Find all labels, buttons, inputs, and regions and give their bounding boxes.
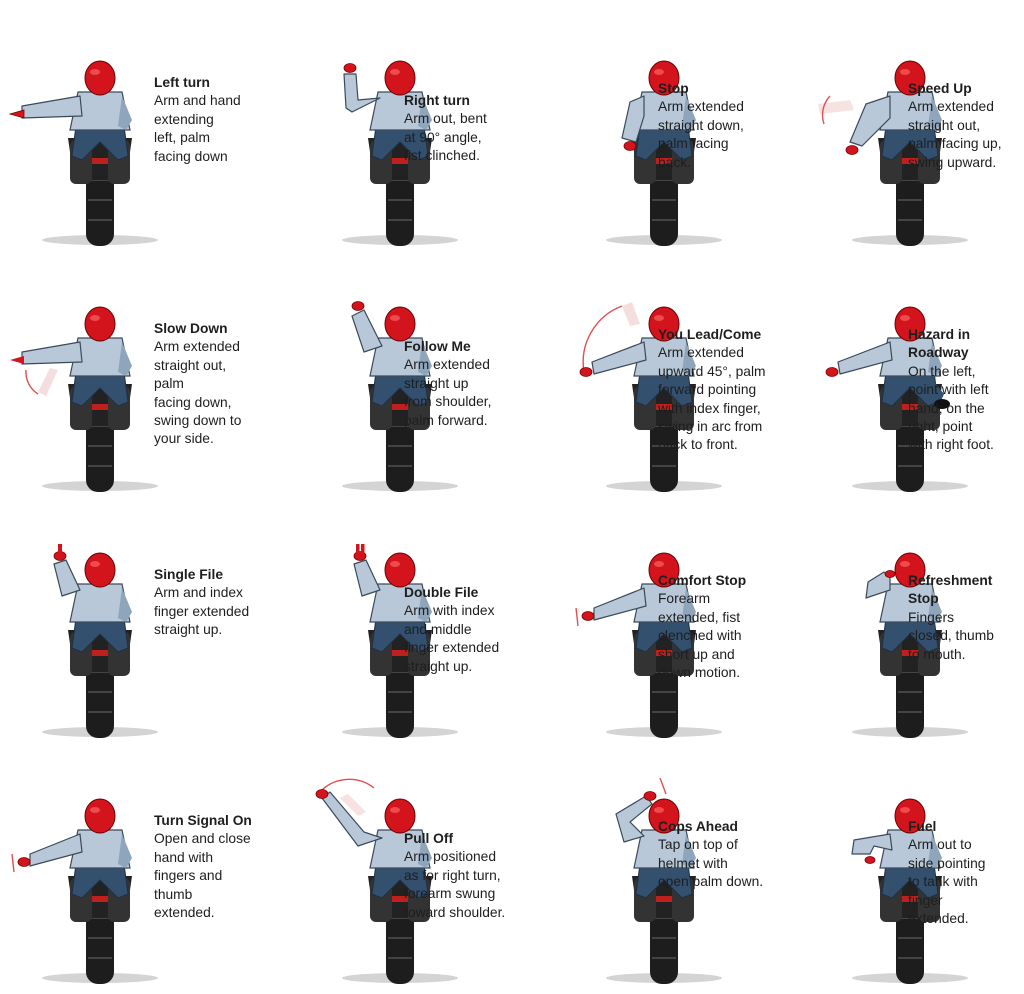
signal-title: Hazard in Roadway (908, 327, 971, 361)
signal-card (768, 492, 1024, 738)
signal-description: Arm extended straight down, palm facing back. (658, 99, 744, 170)
signal-label (154, 566, 249, 640)
signal-label (908, 80, 1002, 172)
signal-label (154, 74, 241, 166)
signal-card (0, 738, 256, 984)
signal-card (512, 246, 768, 492)
signal-title: Speed Up (908, 81, 972, 96)
signal-title: You Lead/Come (658, 327, 762, 342)
signal-card (0, 0, 256, 246)
signal-description: Open and close hand with fingers and thumb extended. (154, 831, 251, 921)
signal-title: Slow Down (154, 321, 228, 336)
signal-title: Cops Ahead (658, 819, 738, 834)
signal-card (256, 0, 512, 246)
signal-title: Turn Signal On (154, 813, 252, 828)
signal-label (404, 830, 505, 922)
signal-description: Arm extended straight out, palm facing down, swing down to your side. (154, 339, 242, 447)
signal-card (512, 492, 768, 738)
signal-title: Double File (404, 585, 479, 600)
single-file-icon (0, 522, 160, 748)
signal-card (768, 738, 1024, 984)
signal-label (404, 338, 491, 430)
signal-title: Left turn (154, 75, 210, 90)
signal-description: Arm and hand extending left, palm facing down (154, 93, 241, 164)
signal-label (908, 818, 985, 928)
slow-down-icon (0, 276, 160, 502)
signal-description: Arm extended straight up from shoulder, palm forward. (404, 357, 492, 428)
signal-label (154, 812, 256, 922)
signal-card (256, 738, 512, 984)
signal-title: Fuel (908, 819, 937, 834)
signal-title: Follow Me (404, 339, 471, 354)
signal-card (512, 0, 768, 246)
signal-card (768, 0, 1024, 246)
turn-signal-icon (0, 768, 160, 994)
signal-description: Tap on top of helmet with open palm down. (658, 837, 764, 890)
signal-label (154, 320, 256, 449)
signal-description: On the left, point with left hand; on the right, point with right foot. (908, 363, 994, 453)
signal-description: Arm out to side pointing to tank with finger extended. (908, 837, 986, 927)
signal-label (404, 584, 499, 676)
signal-description: Arm and index finger extended straight up. (154, 585, 250, 638)
signal-description: Arm extended upward 45°, palm forward pointing with index finger, swing in arc from back to front. (658, 345, 766, 453)
signal-card (0, 246, 256, 492)
signal-label (658, 572, 746, 682)
signal-description: Arm positioned as for right turn, forearm swung toward shoulder. (404, 849, 506, 920)
signal-label (658, 326, 766, 455)
signal-description: Forearm extended, fist clenched with short up and down motion. (658, 591, 742, 681)
signal-card (256, 492, 512, 738)
signal-description: Arm out, bent at 90° angle, fist clinched. (404, 111, 487, 164)
left-turn-icon (0, 30, 160, 256)
signal-title: Single File (154, 567, 223, 582)
signal-description: Arm extended straight out, palm facing up, swing upward. (908, 99, 1002, 170)
signal-label (658, 80, 744, 172)
signal-title: Stop (658, 81, 689, 96)
signal-description: Fingers closed, thumb to mouth. (908, 609, 994, 662)
signal-label (908, 572, 994, 664)
signal-label (404, 92, 487, 166)
signal-card (768, 246, 1024, 492)
signal-card (512, 738, 768, 984)
signal-title: Refreshment Stop (908, 573, 993, 607)
signal-label (908, 326, 994, 455)
signal-title: Comfort Stop (658, 573, 747, 588)
signal-title: Pull Off (404, 831, 454, 846)
signal-label (658, 818, 763, 892)
signal-card (0, 492, 256, 738)
signal-description: Arm with index and middle finger extended straight up. (404, 603, 500, 674)
signal-title: Right turn (404, 93, 470, 108)
signal-card (256, 246, 512, 492)
